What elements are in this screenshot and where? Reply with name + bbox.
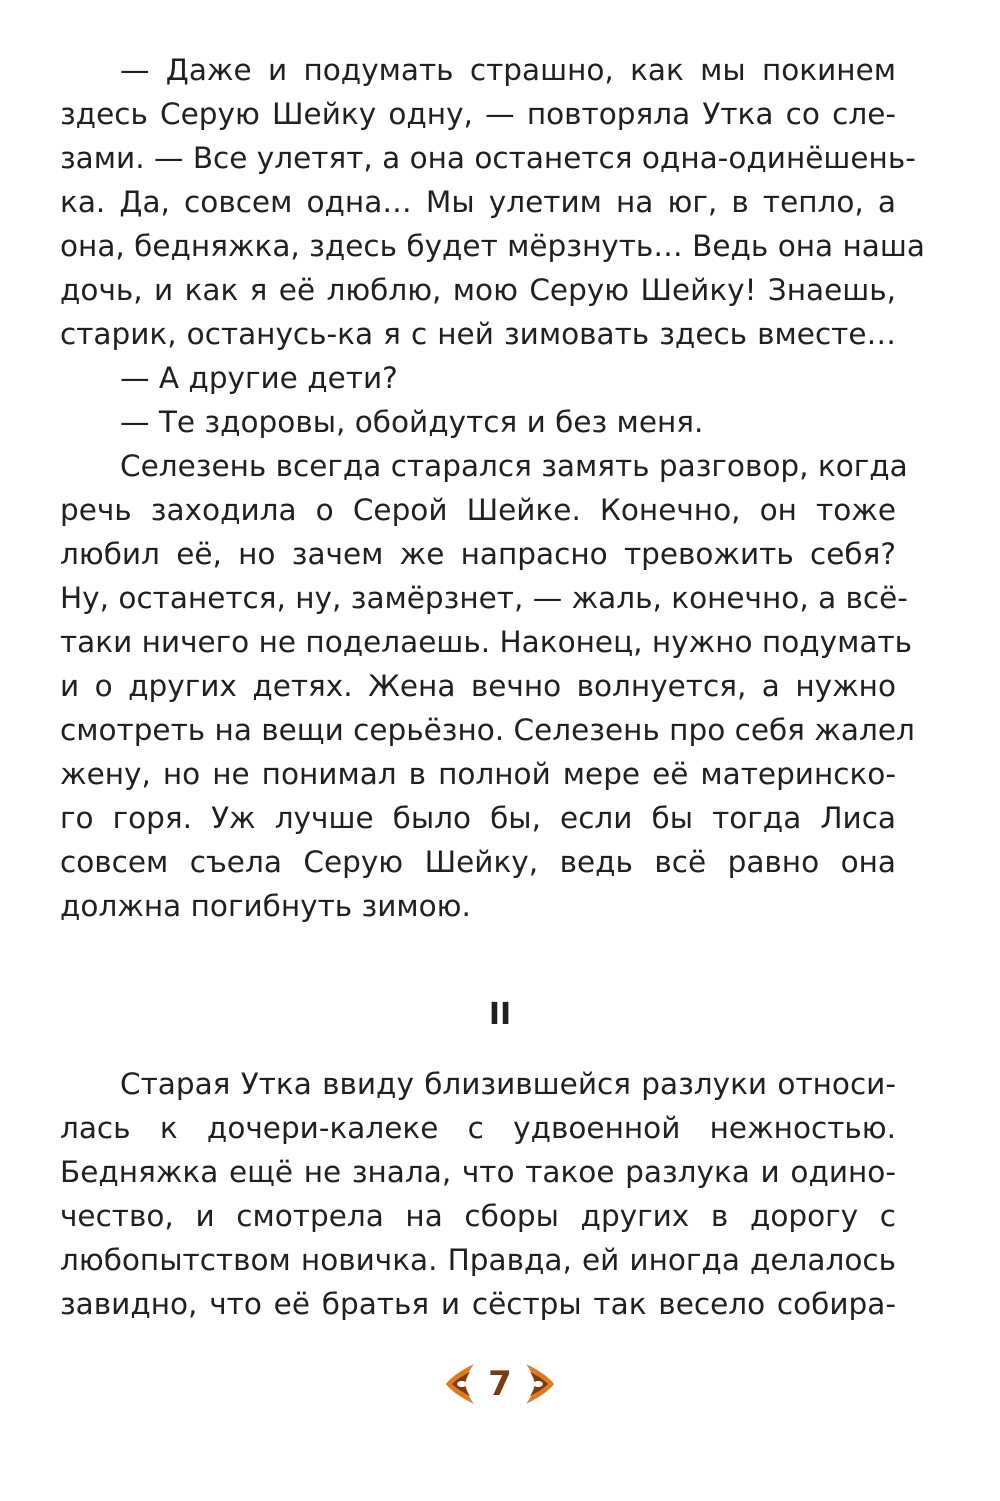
text-line: — А другие дети?	[120, 361, 398, 395]
text-line: дочь, и как я её люблю, мою Серую Шейку! Знаешь,	[60, 273, 896, 307]
text-line: таки ничего не поделаешь. Наконец, нужно подумать	[60, 625, 913, 659]
text-block-top	[60, 48, 925, 928]
text-line: и о других детях. Жена вечно волнуется, а нужно	[60, 669, 896, 703]
text-line: совсем съела Серую Шейку, ведь всё равно она	[60, 845, 896, 879]
text-line: Ну, останется, ну, замёрзнет, — жаль, конечно, а всё-	[60, 581, 908, 615]
text-line: ка. Да, совсем одна… Мы улетим на юг, в тепло, а	[60, 185, 896, 219]
chapter-heading: II	[488, 997, 512, 1032]
text-line: должна погибнуть зимою.	[60, 889, 471, 923]
page-number: 7	[488, 1364, 512, 1404]
text-line: Старая Утка ввиду близившейся разлуки относи-	[120, 1067, 896, 1101]
text-line: здесь Серую Шейку одну, — повторяла Утка со сле-	[60, 97, 896, 131]
text-line: завидно, что её братья и сёстры так весело собира-	[60, 1287, 896, 1321]
text-line: смотреть на вещи серьёзно. Селезень про себя жалел	[60, 713, 915, 747]
text-line: она, бедняжка, здесь будет мёрзнуть… Ведь она наша	[60, 229, 925, 263]
text-line: Селезень всегда старался замять разговор, когда	[120, 449, 908, 483]
text-line: любил её, но зачем же напрасно тревожить себя?	[60, 537, 896, 571]
text-line: лась к дочери-калеке с удвоенной нежностью.	[60, 1111, 896, 1145]
text-line: — Те здоровы, обойдутся и без меня.	[120, 405, 704, 439]
flame-ornament-right-icon	[520, 1360, 560, 1408]
text-line: любопытством новичка. Правда, ей иногда делалось	[60, 1243, 896, 1277]
text-line: речь заходила о Серой Шейке. Конечно, он тоже	[60, 493, 896, 527]
text-block-bottom	[60, 1062, 896, 1326]
text-line: Бедняжка ещё не знала, что такое разлука и одино-	[60, 1155, 896, 1189]
text-line: старик, останусь-ка я с ней зимовать здесь вместе…	[60, 317, 896, 351]
text-line: чество, и смотрела на сборы других в дорогу с	[60, 1199, 896, 1233]
text-line: го горя. Уж лучше было бы, если бы тогда Лиса	[60, 801, 896, 835]
text-line: зами. — Все улетят, а она останется одна-одинёшень-	[60, 141, 916, 175]
text-line: — Даже и подумать страшно, как мы покинем	[120, 53, 896, 87]
page-number-footer	[0, 1358, 1000, 1410]
flame-ornament-left-icon	[440, 1360, 480, 1408]
text-line: жену, но не понимал в полной мере её материнско-	[60, 757, 896, 791]
